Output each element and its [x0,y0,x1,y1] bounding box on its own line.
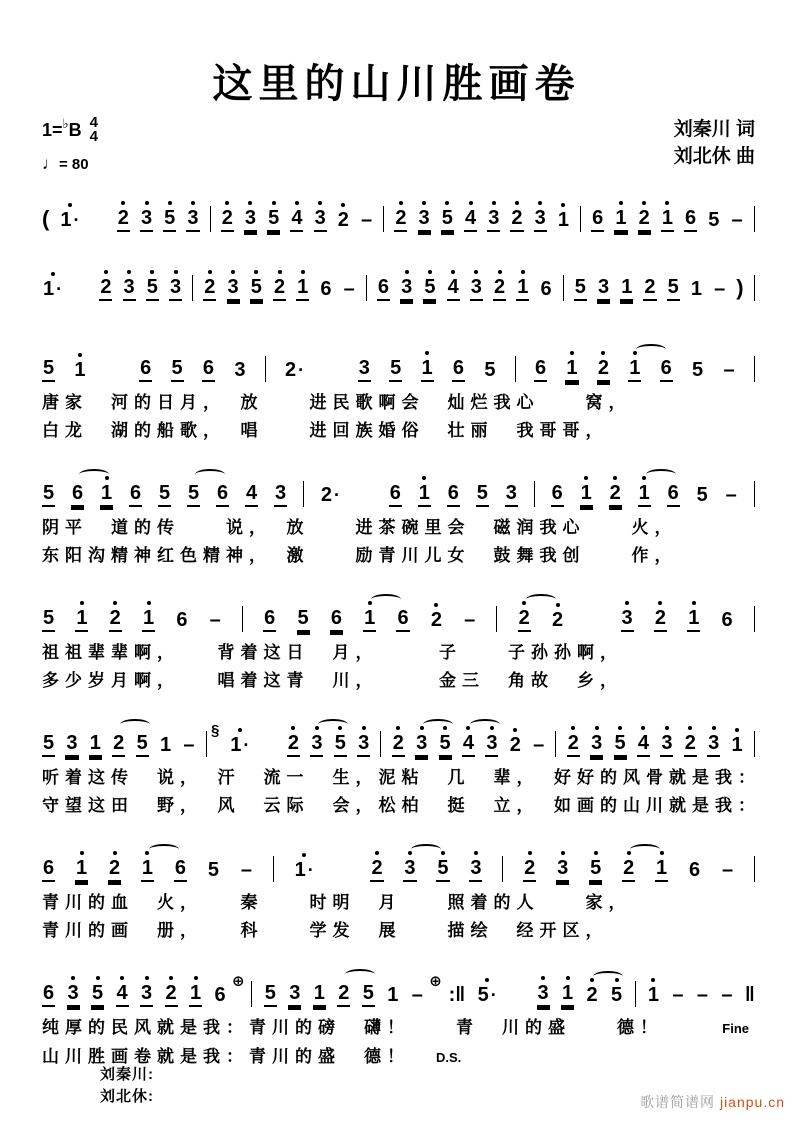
tie-arc [646,469,676,480]
notation-line [42,715,755,762]
note-3: 3 [310,733,323,757]
note-5: 5 [42,608,55,632]
barline [754,275,755,301]
note-3: 3 [418,208,431,232]
note-6: 6 [540,277,552,300]
note-2: 2 [112,733,125,757]
note-3: 3 [274,483,287,507]
song-title: 这里的山川胜画卷 [212,62,581,106]
dash-note: – [209,608,221,631]
tie-arc [636,344,666,355]
note-3: 3 [400,277,413,301]
note-5: 5 [264,983,277,1007]
note-6: 6 [320,277,332,300]
note-5: 5 [692,358,704,381]
note-5: 5 [42,483,55,507]
note-2: 2 [221,208,234,232]
lyrics-text: 唐家 河的日月， 放 进民歌啊会 灿烂我心 窝， [42,392,632,412]
barline [754,856,755,882]
notation-system [42,590,755,693]
note-2: 2 [337,208,349,231]
barline [754,206,755,232]
lyrics-text: 白龙 湖的船歌， 唱 进回族婚俗 壮丽 我哥哥， [42,420,609,440]
note-3: 3 [123,277,136,301]
note-5: 5 [297,608,310,632]
note-2: 2 [523,858,536,882]
note-2: 2 · [285,358,305,381]
note-1: 1 [561,983,574,1007]
note-1: 1 [647,983,659,1006]
parenthesis: ) [736,274,744,300]
note-1: 1 [74,358,86,381]
dash-note: – [533,733,545,756]
note-3: 3 [65,733,78,757]
note-1: 1 [687,608,700,632]
notation-system [42,715,761,818]
lyrics-line [42,890,755,915]
dash-note: – [361,208,373,231]
note-2: 2 [510,208,523,232]
barline [534,481,535,507]
note-2: 2 [552,608,564,631]
lyrics-text: 山川胜画卷就是我：青川的盛 德！ [42,1046,410,1066]
note-1: 1 [100,483,113,507]
note-1: 1 [620,277,633,301]
note-6: 6 [721,608,733,631]
watermark-link[interactable]: jianpu.cn [719,1094,785,1110]
note-2: 2 [117,208,130,232]
tie-arc [149,844,179,855]
note-5: 5 [484,358,496,381]
note-2: 2 [165,983,178,1007]
note-1: 1 [421,358,434,382]
note-6: 6 [202,358,215,382]
parenthesis: ( [42,205,50,231]
note-2: 2 [586,985,599,1007]
notation-line [42,840,755,887]
lyrics-line [42,1015,755,1041]
note-1: 1 [189,983,202,1007]
lyrics-line [42,918,755,943]
lyrics-text: 青川的画 册， 科 学发 展 描绘 经开区， [42,920,609,940]
coda-icon: ⊕ [232,972,245,990]
repeat-end-barline: :‖ [448,983,466,1006]
note-3: 3 [487,208,500,232]
note-5: 5 [207,858,219,881]
notation-system [42,840,755,943]
lyrics-text: 东阳沟精神红色精神， 激 励青川儿女 鼓舞我创 作， [42,545,678,565]
dash-note: – [240,858,252,881]
note-1: 1 [731,733,743,756]
note-5: 5 [696,483,708,506]
note-2: 2 [203,277,216,301]
flat-sign: ♭ [62,116,69,132]
note-6: 6 [71,483,84,507]
notation-line [42,190,755,237]
note-6: 6 [377,277,390,301]
note-3: 3 [597,277,610,301]
note-3: 3 [505,483,518,507]
dash-note: – [464,608,476,631]
header-meta [42,116,755,174]
note-6: 6 [330,608,343,632]
tie-arc [411,844,441,855]
note-2: 2 [337,983,350,1007]
note-5: 5 [589,858,602,882]
note-3: 3 [314,208,327,232]
note-5: 5 [158,483,171,507]
note-3: 3 [234,358,246,381]
notation-line [42,590,755,637]
note-6: 6 [534,358,547,382]
note-4: 4 [245,483,258,507]
lyrics-line [42,515,755,540]
note-6: 6 [216,483,229,507]
note-2: 2 [509,733,521,756]
note-3: 3 [485,733,498,757]
note-1: 1 [75,608,88,632]
key-label: 1= [42,119,63,140]
note-2: 2 [394,208,407,232]
dash-note: – [721,858,734,881]
note-5: 5 · [477,983,497,1006]
barline [210,206,211,232]
note-6: 6 [684,208,697,232]
tie-arc [345,969,375,980]
note-6: 6 [176,608,188,631]
note-5: 5 [708,208,720,231]
note-1: 1 · [43,277,63,300]
barline [206,731,207,757]
note-1: 1 [614,208,627,232]
note-3: 3 [67,983,80,1007]
note-1: 1 [89,733,102,757]
note-3: 3 [169,277,182,301]
note-5: 5 [146,277,159,301]
note-6: 6 [42,983,55,1007]
note-6: 6 [214,983,226,1006]
note-6: 6 [42,858,55,882]
barline [383,206,384,232]
note-3: 3 [140,983,153,1007]
note-3: 3 [358,358,371,382]
watermark [640,1092,785,1112]
note-4: 4 [637,733,650,757]
barline [754,356,755,382]
dash-note: – [343,277,355,300]
note-1: 1 [628,358,641,382]
note-6: 6 [129,483,142,507]
notation-line [42,465,755,512]
lyrics-line [42,765,761,790]
note-1: 1 [159,733,172,756]
barline [563,275,564,301]
note-5: 5 [574,277,587,301]
tie-arc [371,594,401,605]
note-5: 5 [436,858,449,882]
note-3: 3 [590,733,603,757]
note-1: 1 [313,983,326,1007]
notation-line [42,259,755,306]
note-3: 3 [621,608,634,632]
note-3: 3 [537,983,550,1007]
note-5: 5 [136,733,149,757]
note-3: 3 [357,733,370,757]
note-5: 5 [250,277,263,301]
barline [496,606,497,632]
barline [242,606,243,632]
note-5: 5 [389,358,402,382]
note-2: 2 [684,733,697,757]
note-3: 3 [707,733,720,757]
dash-note: – [723,358,735,381]
note-1: 1 [141,858,154,882]
footer-lyricist: 刘秦川: [100,1066,154,1083]
tempo-value: = 80 [59,155,89,173]
barline [754,481,755,507]
note-3: 3 [556,858,569,882]
note-6: 6 [139,358,152,382]
lyrics-text: 守望这田 野， 风 云际 会，松柏 挺 立， 如画的山川就是我： [42,795,761,815]
note-6: 6 [452,358,465,382]
barline [251,981,252,1007]
coda-icon: ⊕ [429,972,442,990]
note-1: 1 [580,483,593,507]
barline [754,731,755,757]
footer-composer: 刘北休: [100,1088,154,1105]
note-2: 2 [622,858,635,882]
watermark-site: 歌谱简谱网 [640,1094,720,1110]
lyrics-line [42,640,755,665]
note-1: 1 [363,608,376,632]
tie-arc [195,469,225,480]
lyrics-text: 听着这传 说， 汗 流一 生，泥粘 几 辈， 好好的风骨就是我： [42,767,761,787]
note-3: 3 [288,983,301,1007]
note-3: 3 [403,858,416,882]
note-5: 5 [267,208,280,232]
note-2: 2 [430,608,442,631]
note-3: 3 [534,208,547,232]
barline [635,981,636,1007]
lyrics-text: 祖祖辈辈啊， 背着这日 月， 子 子孙孙啊， [42,642,623,662]
note-6: 6 [667,483,680,507]
barline [754,606,755,632]
note-6: 6 [447,483,460,507]
note-2: 2 [518,608,531,632]
note-2: 2 [493,277,506,301]
note-4: 4 [290,208,303,232]
tempo-marking [42,154,98,174]
lyrics-line [42,390,755,415]
barline [303,481,304,507]
note-1: 1 · [294,858,314,881]
notation-system [42,190,755,237]
lyrics-line [42,793,761,818]
note-1: 1 [142,608,155,632]
dash-note: – [183,733,195,756]
tie-arc [526,594,556,605]
note-6: 6 [689,858,701,881]
note-1: 1 [296,277,309,301]
note-3: 3 [140,208,153,232]
notation-system [42,340,755,443]
note-1: 1 [690,277,702,300]
dash-note: – [725,483,737,506]
note-6: 6 [591,208,604,232]
note-4: 4 [116,983,129,1007]
lyrics-line [42,418,755,443]
final-barline: ‖ [744,983,755,1006]
notation-line [42,340,755,387]
barline [192,275,193,301]
lyrics-text: 纯厚的民风就是我：青川的磅 礴！ 青 川的盛 德！ [42,1017,663,1037]
barline [366,275,367,301]
note-1: 1 [418,483,431,507]
dash-note: – [672,983,684,1006]
quarter-note-icon: ♩ [42,153,59,173]
dash-note: – [696,983,708,1006]
note-1: 1 · [230,733,250,756]
lyrics-text: 青川的血 火， 秦 时明 月 照着的人 家， [42,892,632,912]
note-3: 3 [227,277,240,301]
note-3: 3 [469,858,482,882]
note-2: 2 [287,733,300,757]
note-1: 1 [638,483,651,507]
dash-note: – [721,983,733,1006]
barline [555,731,556,757]
note-6: 6 [389,483,402,507]
notation-system [42,965,755,1070]
time-top: 4 [89,114,99,131]
credits [674,116,755,174]
lyrics-text: 阴平 道的传 说， 放 进茶碗里会 磁润我心 火， [42,517,678,537]
note-5: 5 [42,733,55,757]
note-5: 5 [42,358,55,382]
note-2: 2 [370,858,383,882]
note-5: 5 [187,483,200,507]
note-2: 2 [638,208,651,232]
lyricist-credit: 刘秦川 词 [673,119,755,140]
lyrics-line [42,668,755,693]
note-5: 5 [334,733,347,757]
note-2: 2 [567,733,580,757]
fine-marker: Fine [722,1020,749,1036]
note-5: 5 [362,983,375,1007]
note-6: 6 [174,858,187,882]
note-5: 5 [423,277,436,301]
note-3: 3 [415,733,428,757]
note-4: 4 [462,733,475,757]
key-tempo-block [42,116,98,174]
note-4: 4 [447,277,460,301]
barline [273,856,274,882]
notation-system [42,259,755,306]
note-5: 5 [439,733,452,757]
tie-arc [120,719,150,730]
key-signature [42,116,98,145]
note-2: 2 [654,608,667,632]
tie-arc [593,971,623,982]
note-6: 6 [660,358,673,382]
note-2: 2 [108,858,121,882]
barline [580,206,581,232]
note-5: 5 [611,983,623,1006]
note-4: 4 [464,208,477,232]
note-5: 5 [91,983,104,1007]
note-1: 1 [387,983,399,1006]
note-1: 1 [557,208,569,231]
note-5: 5 [163,208,176,232]
note-2: 2 [597,358,610,382]
segno-icon: § [211,721,220,739]
note-6: 6 [396,608,409,632]
barline [515,356,516,382]
dash-note: – [714,277,726,300]
time-signature [90,116,98,145]
note-6: 6 [263,608,276,632]
note-5: 5 [171,358,184,382]
footer-credits [100,1064,154,1108]
note-2: 2 [609,483,622,507]
note-3: 3 [186,208,199,232]
tie-arc [318,719,348,730]
note-3: 3 [660,733,673,757]
note-1: 1 [565,358,578,382]
note-5: 5 [476,483,489,507]
note-5: 5 [614,733,627,757]
note-2: 2 [273,277,286,301]
time-bottom: 4 [89,128,99,146]
barline [502,856,503,882]
composer-credit: 刘北休 曲 [673,146,755,167]
note-1: 1 [75,858,88,882]
dash-note: – [411,983,423,1006]
key-note: B [68,119,82,140]
note-1: 1 [516,277,529,301]
score [42,190,761,1070]
note-1: 1 [661,208,674,232]
note-2: 2 [643,277,656,301]
lyrics-text: 多少岁月啊， 唱着这青 川， 金三 角故 乡， [42,670,623,690]
notation-system [42,465,755,568]
barline [380,731,381,757]
note-2: 2 [392,733,405,757]
note-2: 2 [109,608,122,632]
note-2: 2 · [320,483,340,506]
tie-arc [423,719,453,730]
tie-arc [470,719,500,730]
note-2: 2 [99,277,112,301]
lyrics-line [42,543,755,568]
note-1: 1 · [60,208,80,231]
ds-marker: D.S. [436,1049,462,1065]
tie-arc [630,844,660,855]
note-5: 5 [441,208,454,232]
note-3: 3 [244,208,257,232]
note-1: 1 [655,858,668,882]
dash-note: – [731,208,743,231]
notation-line [42,965,755,1012]
note-5: 5 [667,277,680,301]
barline [265,356,266,382]
note-3: 3 [470,277,483,301]
note-6: 6 [551,483,564,507]
